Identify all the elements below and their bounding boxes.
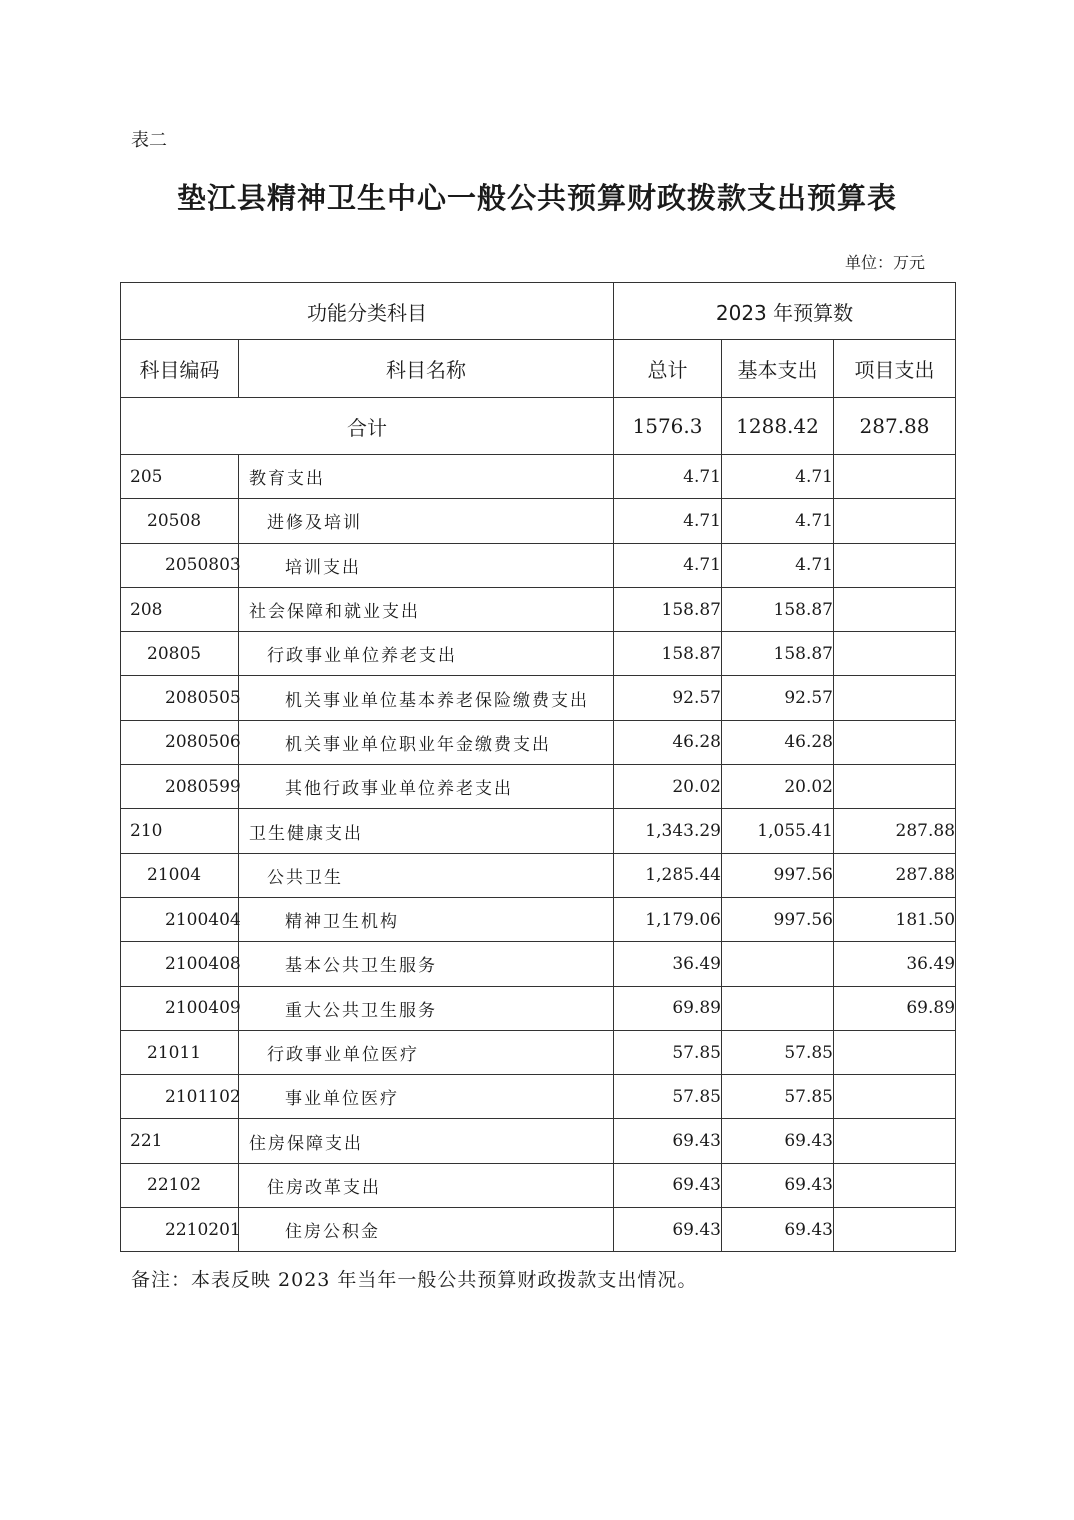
code-cell: 2100409 xyxy=(121,986,239,1030)
code-cell: 21011 xyxy=(121,1030,239,1074)
project-cell xyxy=(834,676,956,720)
total-cell: 36.49 xyxy=(614,942,722,986)
project-cell xyxy=(834,587,956,631)
name-cell: 教育支出 xyxy=(239,455,614,499)
table-row xyxy=(121,1030,956,1074)
basic-cell: 46.28 xyxy=(722,720,834,764)
basic-cell: 4.71 xyxy=(722,543,834,587)
code-cell: 20805 xyxy=(121,632,239,676)
table-row xyxy=(121,986,956,1030)
footnote: 备注：本表反映 2023 年当年一般公共预算财政拨款支出情况。 xyxy=(131,1269,698,1291)
project-cell xyxy=(834,1163,956,1207)
header-code: 科目编码 xyxy=(121,340,239,398)
total-cell: 1,343.29 xyxy=(614,809,722,853)
name-cell: 住房改革支出 xyxy=(239,1163,614,1207)
project-cell: 69.89 xyxy=(834,986,956,1030)
project-cell xyxy=(834,1119,956,1163)
project-cell: 181.50 xyxy=(834,897,956,941)
budget-table xyxy=(120,282,956,1252)
header-project: 项目支出 xyxy=(834,340,956,398)
total-label: 合计 xyxy=(121,398,614,455)
name-cell: 公共卫生 xyxy=(239,853,614,897)
code-cell: 20508 xyxy=(121,499,239,543)
basic-cell: 20.02 xyxy=(722,765,834,809)
basic-cell: 997.56 xyxy=(722,853,834,897)
header-total: 总计 xyxy=(614,340,722,398)
table-row xyxy=(121,676,956,720)
name-cell: 行政事业单位医疗 xyxy=(239,1030,614,1074)
total-cell: 69.43 xyxy=(614,1208,722,1252)
name-cell: 其他行政事业单位养老支出 xyxy=(239,765,614,809)
code-cell: 221 xyxy=(121,1119,239,1163)
code-cell: 205 xyxy=(121,455,239,499)
basic-cell: 1,055.41 xyxy=(722,809,834,853)
total-cell: 1,285.44 xyxy=(614,853,722,897)
basic-cell: 69.43 xyxy=(722,1119,834,1163)
total-sum: 1576.3 xyxy=(614,398,722,455)
name-cell: 卫生健康支出 xyxy=(239,809,614,853)
table-row xyxy=(121,1208,956,1252)
header-name: 科目名称 xyxy=(239,340,614,398)
name-cell: 进修及培训 xyxy=(239,499,614,543)
code-cell: 2050803 xyxy=(121,543,239,587)
basic-cell: 4.71 xyxy=(722,455,834,499)
total-basic: 1288.42 xyxy=(722,398,834,455)
code-cell: 2080505 xyxy=(121,676,239,720)
total-cell: 1,179.06 xyxy=(614,897,722,941)
code-cell: 21004 xyxy=(121,853,239,897)
total-cell: 57.85 xyxy=(614,1075,722,1119)
project-cell xyxy=(834,632,956,676)
basic-cell: 158.87 xyxy=(722,587,834,631)
total-cell: 158.87 xyxy=(614,587,722,631)
code-cell: 2080599 xyxy=(121,765,239,809)
project-cell xyxy=(834,720,956,764)
name-cell: 基本公共卫生服务 xyxy=(239,942,614,986)
total-cell: 4.71 xyxy=(614,455,722,499)
table-row xyxy=(121,809,956,853)
table-number-label: 表二 xyxy=(131,130,167,151)
name-cell: 培训支出 xyxy=(239,543,614,587)
code-cell: 2100404 xyxy=(121,897,239,941)
project-cell xyxy=(834,1075,956,1119)
total-cell: 69.89 xyxy=(614,986,722,1030)
name-cell: 事业单位医疗 xyxy=(239,1075,614,1119)
basic-cell xyxy=(722,942,834,986)
total-project: 287.88 xyxy=(834,398,956,455)
group-header-budget-2023: 2023 年预算数 xyxy=(614,283,956,340)
group-header-functional-class: 功能分类科目 xyxy=(121,283,614,340)
total-cell: 4.71 xyxy=(614,499,722,543)
table-row xyxy=(121,455,956,499)
code-cell: 22102 xyxy=(121,1163,239,1207)
total-cell: 69.43 xyxy=(614,1119,722,1163)
basic-cell: 997.56 xyxy=(722,897,834,941)
table-row xyxy=(121,543,956,587)
total-row xyxy=(121,398,956,455)
table-row xyxy=(121,1163,956,1207)
total-cell: 4.71 xyxy=(614,543,722,587)
project-cell xyxy=(834,765,956,809)
table-row xyxy=(121,897,956,941)
code-cell: 2210201 xyxy=(121,1208,239,1252)
project-cell xyxy=(834,1208,956,1252)
code-cell: 2100408 xyxy=(121,942,239,986)
basic-cell: 57.85 xyxy=(722,1075,834,1119)
code-cell: 210 xyxy=(121,809,239,853)
total-cell: 92.57 xyxy=(614,676,722,720)
total-cell: 57.85 xyxy=(614,1030,722,1074)
name-cell: 机关事业单位职业年金缴费支出 xyxy=(239,720,614,764)
basic-cell: 69.43 xyxy=(722,1163,834,1207)
name-cell: 机关事业单位基本养老保险缴费支出 xyxy=(239,676,614,720)
basic-cell: 92.57 xyxy=(722,676,834,720)
project-cell xyxy=(834,455,956,499)
project-cell xyxy=(834,499,956,543)
header-basic: 基本支出 xyxy=(722,340,834,398)
unit-label: 单位：万元 xyxy=(845,253,926,272)
table-row xyxy=(121,720,956,764)
column-header-row xyxy=(121,340,956,398)
name-cell: 住房公积金 xyxy=(239,1208,614,1252)
basic-cell: 158.87 xyxy=(722,632,834,676)
table-row xyxy=(121,1119,956,1163)
basic-cell: 57.85 xyxy=(722,1030,834,1074)
table-row xyxy=(121,499,956,543)
name-cell: 重大公共卫生服务 xyxy=(239,986,614,1030)
name-cell: 社会保障和就业支出 xyxy=(239,587,614,631)
table-row xyxy=(121,632,956,676)
project-cell xyxy=(834,543,956,587)
name-cell: 精神卫生机构 xyxy=(239,897,614,941)
table-row xyxy=(121,1075,956,1119)
code-cell: 2101102 xyxy=(121,1075,239,1119)
project-cell: 287.88 xyxy=(834,809,956,853)
table-row xyxy=(121,942,956,986)
project-cell: 287.88 xyxy=(834,853,956,897)
group-header-row xyxy=(121,283,956,340)
project-cell xyxy=(834,1030,956,1074)
name-cell: 行政事业单位养老支出 xyxy=(239,632,614,676)
name-cell: 住房保障支出 xyxy=(239,1119,614,1163)
total-cell: 46.28 xyxy=(614,720,722,764)
basic-cell xyxy=(722,986,834,1030)
table-row xyxy=(121,587,956,631)
project-cell: 36.49 xyxy=(834,942,956,986)
code-cell: 2080506 xyxy=(121,720,239,764)
basic-cell: 69.43 xyxy=(722,1208,834,1252)
total-cell: 158.87 xyxy=(614,632,722,676)
total-cell: 20.02 xyxy=(614,765,722,809)
total-cell: 69.43 xyxy=(614,1163,722,1207)
basic-cell: 4.71 xyxy=(722,499,834,543)
table-row xyxy=(121,853,956,897)
table-row xyxy=(121,765,956,809)
page-title: 垫江县精神卫生中心一般公共预算财政拨款支出预算表 xyxy=(176,181,897,215)
code-cell: 208 xyxy=(121,587,239,631)
